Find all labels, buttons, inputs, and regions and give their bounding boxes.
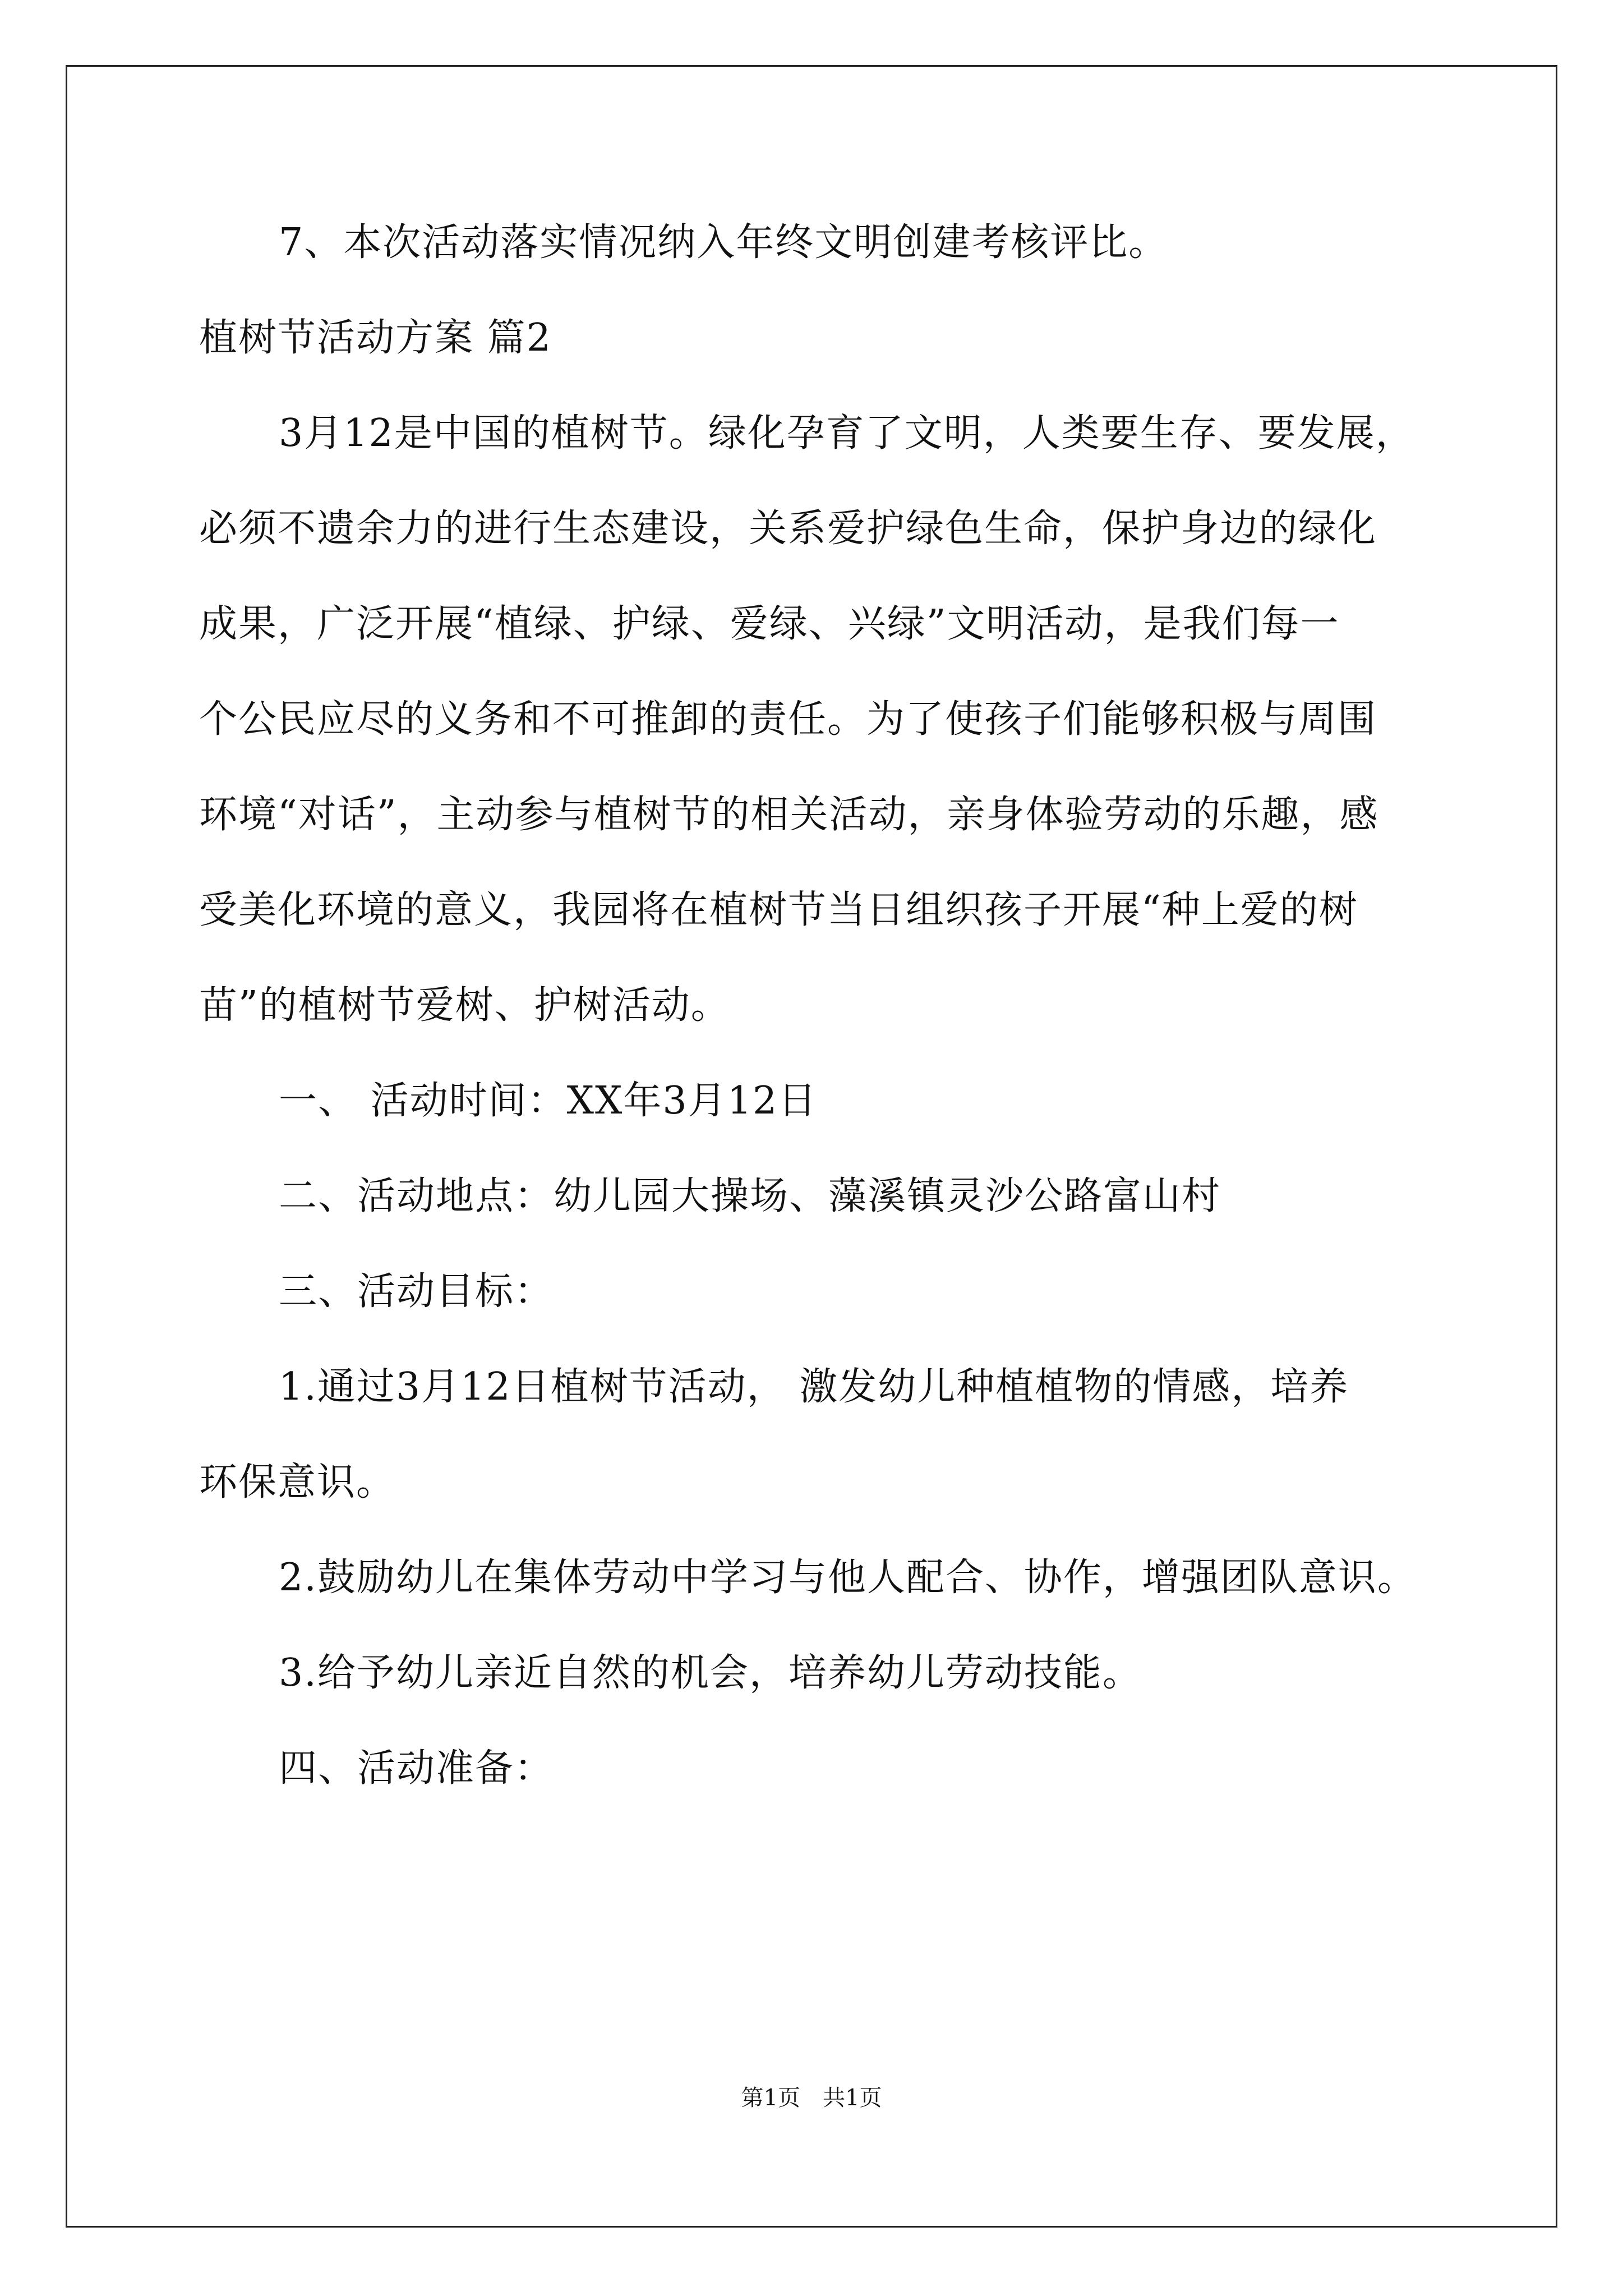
intro-paragraph-line: 必须不遗余力的进行生态建设，关系爱护绿色生命，保护身边的绿化 bbox=[199, 507, 1377, 551]
activity-goals-heading: 三、活动目标： bbox=[279, 1269, 554, 1314]
intro-paragraph-line: 个公民应尽的义务和不可推卸的责任。为了使孩子们能够积极与周围 bbox=[199, 697, 1377, 742]
intro-paragraph-line: 成果，广泛开展“植绿、护绿、爱绿、兴绿”文明活动，是我们每一 bbox=[199, 602, 1340, 646]
page-footer: 第1页 共1页 bbox=[741, 2085, 882, 2111]
intro-paragraph-line: 3月12是中国的植树节。绿化孕育了文明，人类要生存、要发展， bbox=[279, 411, 1415, 455]
goal-item-1-continued: 环保意识。 bbox=[199, 1460, 396, 1504]
intro-paragraph-line: 环境“对话”，主动参与植树节的相关活动，亲身体验劳动的乐趣，感 bbox=[199, 793, 1379, 837]
paragraph-item-7: 7、本次活动落实情况纳入年终文明创建考核评比。 bbox=[279, 220, 1168, 265]
goal-item-1: 1.通过3月12日植树节活动， 激发幼儿种植植物的情感，培养 bbox=[279, 1365, 1349, 1409]
activity-location: 二、活动地点：幼儿园大操场、藻溪镇灵沙公路富山村 bbox=[279, 1174, 1221, 1218]
goal-item-2: 2.鼓励幼儿在集体劳动中学习与他人配合、协作，增强团队意识。 bbox=[279, 1556, 1417, 1600]
page-border bbox=[66, 65, 1557, 2228]
intro-paragraph-line: 受美化环境的意义，我园将在植树节当日组织孩子开展“种上爱的树 bbox=[199, 888, 1358, 932]
section-heading: 植树节活动方案 篇2 bbox=[199, 316, 552, 360]
goal-item-3: 3.给予幼儿亲近自然的机会，培养幼儿劳动技能。 bbox=[279, 1651, 1142, 1695]
activity-preparation-heading: 四、活动准备： bbox=[279, 1746, 554, 1791]
activity-time: 一、 活动时间：XX年3月12日 bbox=[279, 1079, 818, 1123]
intro-paragraph-line: 苗”的植树节爱树、护树活动。 bbox=[199, 983, 730, 1028]
